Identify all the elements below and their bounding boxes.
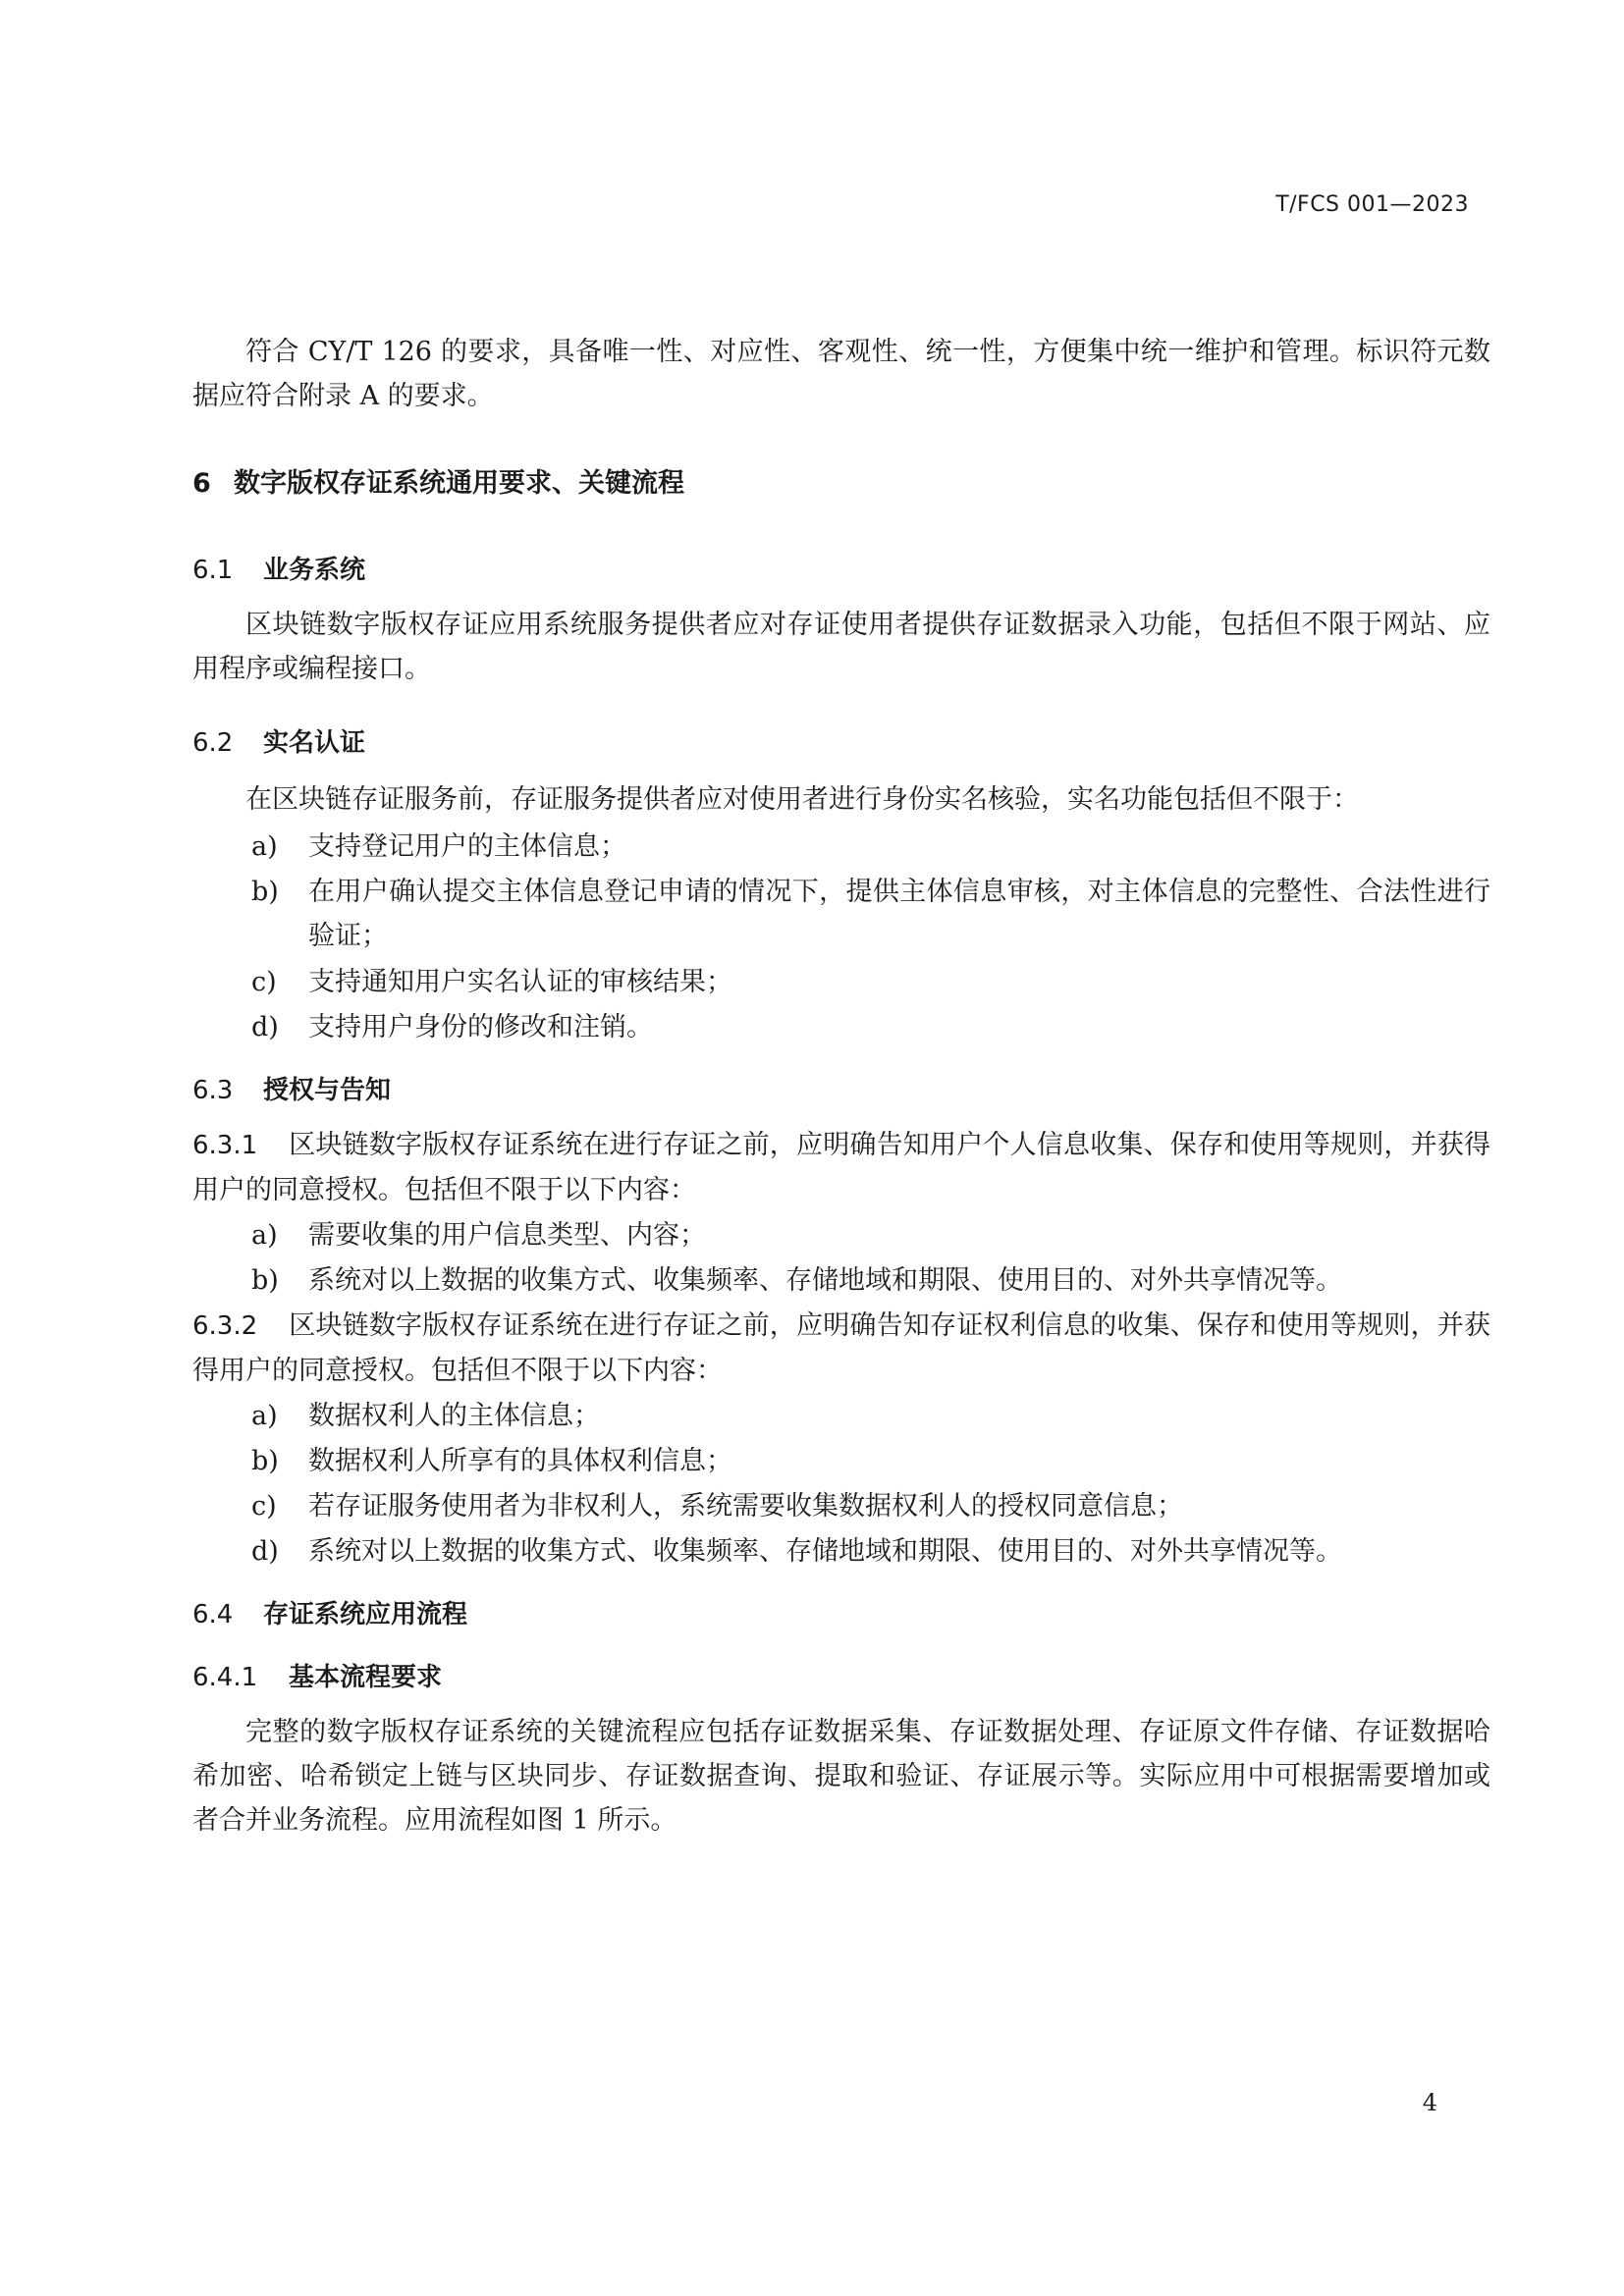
clause-6-3-2 bbox=[192, 1304, 1490, 1393]
section-number: 6.4.1 bbox=[192, 1663, 258, 1692]
list-item bbox=[251, 1005, 1490, 1049]
section-6-1-paragraph: 区块链数字版权存证应用系统服务提供者应对存证使用者提供存证数据录入功能，包括但不限于网站、应用程序或编程接口。 bbox=[192, 610, 1490, 684]
clause-number: 6.3.2 bbox=[192, 1311, 258, 1341]
list-item bbox=[251, 825, 1490, 869]
list-item bbox=[251, 960, 1490, 1004]
list-text: 支持登记用户的主体信息； bbox=[308, 831, 626, 862]
section-title: 存证系统应用流程 bbox=[263, 1600, 468, 1629]
clause-text: 区块链数字版权存证系统在进行存证之前，应明确告知存证权利信息的收集、保存和使用等规则，并获得用户的同意授权。包括但不限于以下内容： bbox=[192, 1310, 1490, 1386]
list-text: 系统对以上数据的收集方式、收集频率、存储地域和期限、使用目的、对外共享情况等。 bbox=[308, 1265, 1342, 1296]
section-number: 6.1 bbox=[192, 556, 234, 585]
clause-text: 区块链数字版权存证系统在进行存证之前，应明确告知用户个人信息收集、保存和使用等规则，并获得用户的同意授权。包括但不限于以下内容： bbox=[192, 1130, 1490, 1205]
section-6-4-1-heading bbox=[192, 1657, 442, 1693]
section-6-heading bbox=[192, 461, 684, 500]
section-number: 6 bbox=[192, 468, 211, 499]
section-6-1-heading bbox=[192, 550, 365, 586]
section-title: 授权与告知 bbox=[263, 1076, 392, 1105]
document-id-header: T/FCS 001—2023 bbox=[1275, 192, 1469, 217]
section-title: 基本流程要求 bbox=[289, 1663, 443, 1692]
list-marker: b) bbox=[251, 1446, 279, 1476]
list-text: 支持通知用户实名认证的审核结果； bbox=[308, 967, 732, 997]
list-item bbox=[251, 1213, 1490, 1257]
list-marker: c) bbox=[251, 967, 277, 997]
section-6-4-1-paragraph: 完整的数字版权存证系统的关键流程应包括存证数据采集、存证数据处理、存证原文件存储、存证数据哈希加密、哈希锁定上链与区块同步、存证数据查询、提取和验证、存证展示等。实际应用中可根据需要增加或者合并业务流程。应用流程如图 1 所示。 bbox=[192, 1717, 1490, 1836]
section-title: 实名认证 bbox=[263, 728, 366, 758]
section-number: 6.2 bbox=[192, 728, 234, 758]
list-marker: a) bbox=[251, 1220, 278, 1251]
list-marker: c) bbox=[251, 1491, 277, 1522]
list-text: 系统对以上数据的收集方式、收集频率、存储地域和期限、使用目的、对外共享情况等。 bbox=[308, 1536, 1342, 1567]
clause-6-3-1 bbox=[192, 1123, 1490, 1212]
section-6-2-paragraph: 在区块链存证服务前，存证服务提供者应对使用者进行身份实名核验，实名功能包括但不限于： bbox=[245, 784, 1359, 815]
list-item bbox=[251, 1258, 1490, 1303]
list-item bbox=[251, 870, 1490, 958]
section-6-4-heading bbox=[192, 1594, 467, 1630]
list-marker: a) bbox=[251, 1401, 278, 1431]
list-item bbox=[251, 1529, 1490, 1574]
list-item bbox=[251, 1394, 1490, 1438]
list-marker: d) bbox=[251, 1012, 279, 1042]
list-text: 在用户确认提交主体信息登记申请的情况下，提供主体信息审核，对主体信息的完整性、合法性进行验证； bbox=[308, 877, 1490, 951]
section-6-3-heading bbox=[192, 1070, 391, 1106]
list-item bbox=[251, 1484, 1490, 1528]
list-item bbox=[251, 1439, 1490, 1483]
list-text: 支持用户身份的修改和注销。 bbox=[308, 1012, 653, 1042]
list-text: 数据权利人的主体信息； bbox=[308, 1401, 600, 1431]
list-text: 需要收集的用户信息类型、内容； bbox=[308, 1220, 706, 1251]
clause-number: 6.3.1 bbox=[192, 1131, 258, 1160]
list-marker: b) bbox=[251, 877, 279, 907]
list-marker: d) bbox=[251, 1536, 279, 1567]
intro-continuation-paragraph: 符合 CY/T 126 的要求，具备唯一性、对应性、客观性、统一性，方便集中统一维护和管理。标识符元数据应符合附录 A 的要求。 bbox=[192, 337, 1490, 411]
list-marker: b) bbox=[251, 1265, 279, 1296]
section-title: 数字版权存证系统通用要求、关键流程 bbox=[234, 468, 684, 499]
section-title: 业务系统 bbox=[263, 556, 366, 585]
list-marker: a) bbox=[251, 831, 278, 862]
section-number: 6.4 bbox=[192, 1600, 234, 1629]
page-number: 4 bbox=[1422, 2089, 1437, 2116]
section-6-2-heading bbox=[192, 722, 365, 759]
list-text: 数据权利人所享有的具体权利信息； bbox=[308, 1446, 732, 1476]
section-number: 6.3 bbox=[192, 1076, 234, 1105]
list-text: 若存证服务使用者为非权利人，系统需要收集数据权利人的授权同意信息； bbox=[308, 1491, 1183, 1522]
